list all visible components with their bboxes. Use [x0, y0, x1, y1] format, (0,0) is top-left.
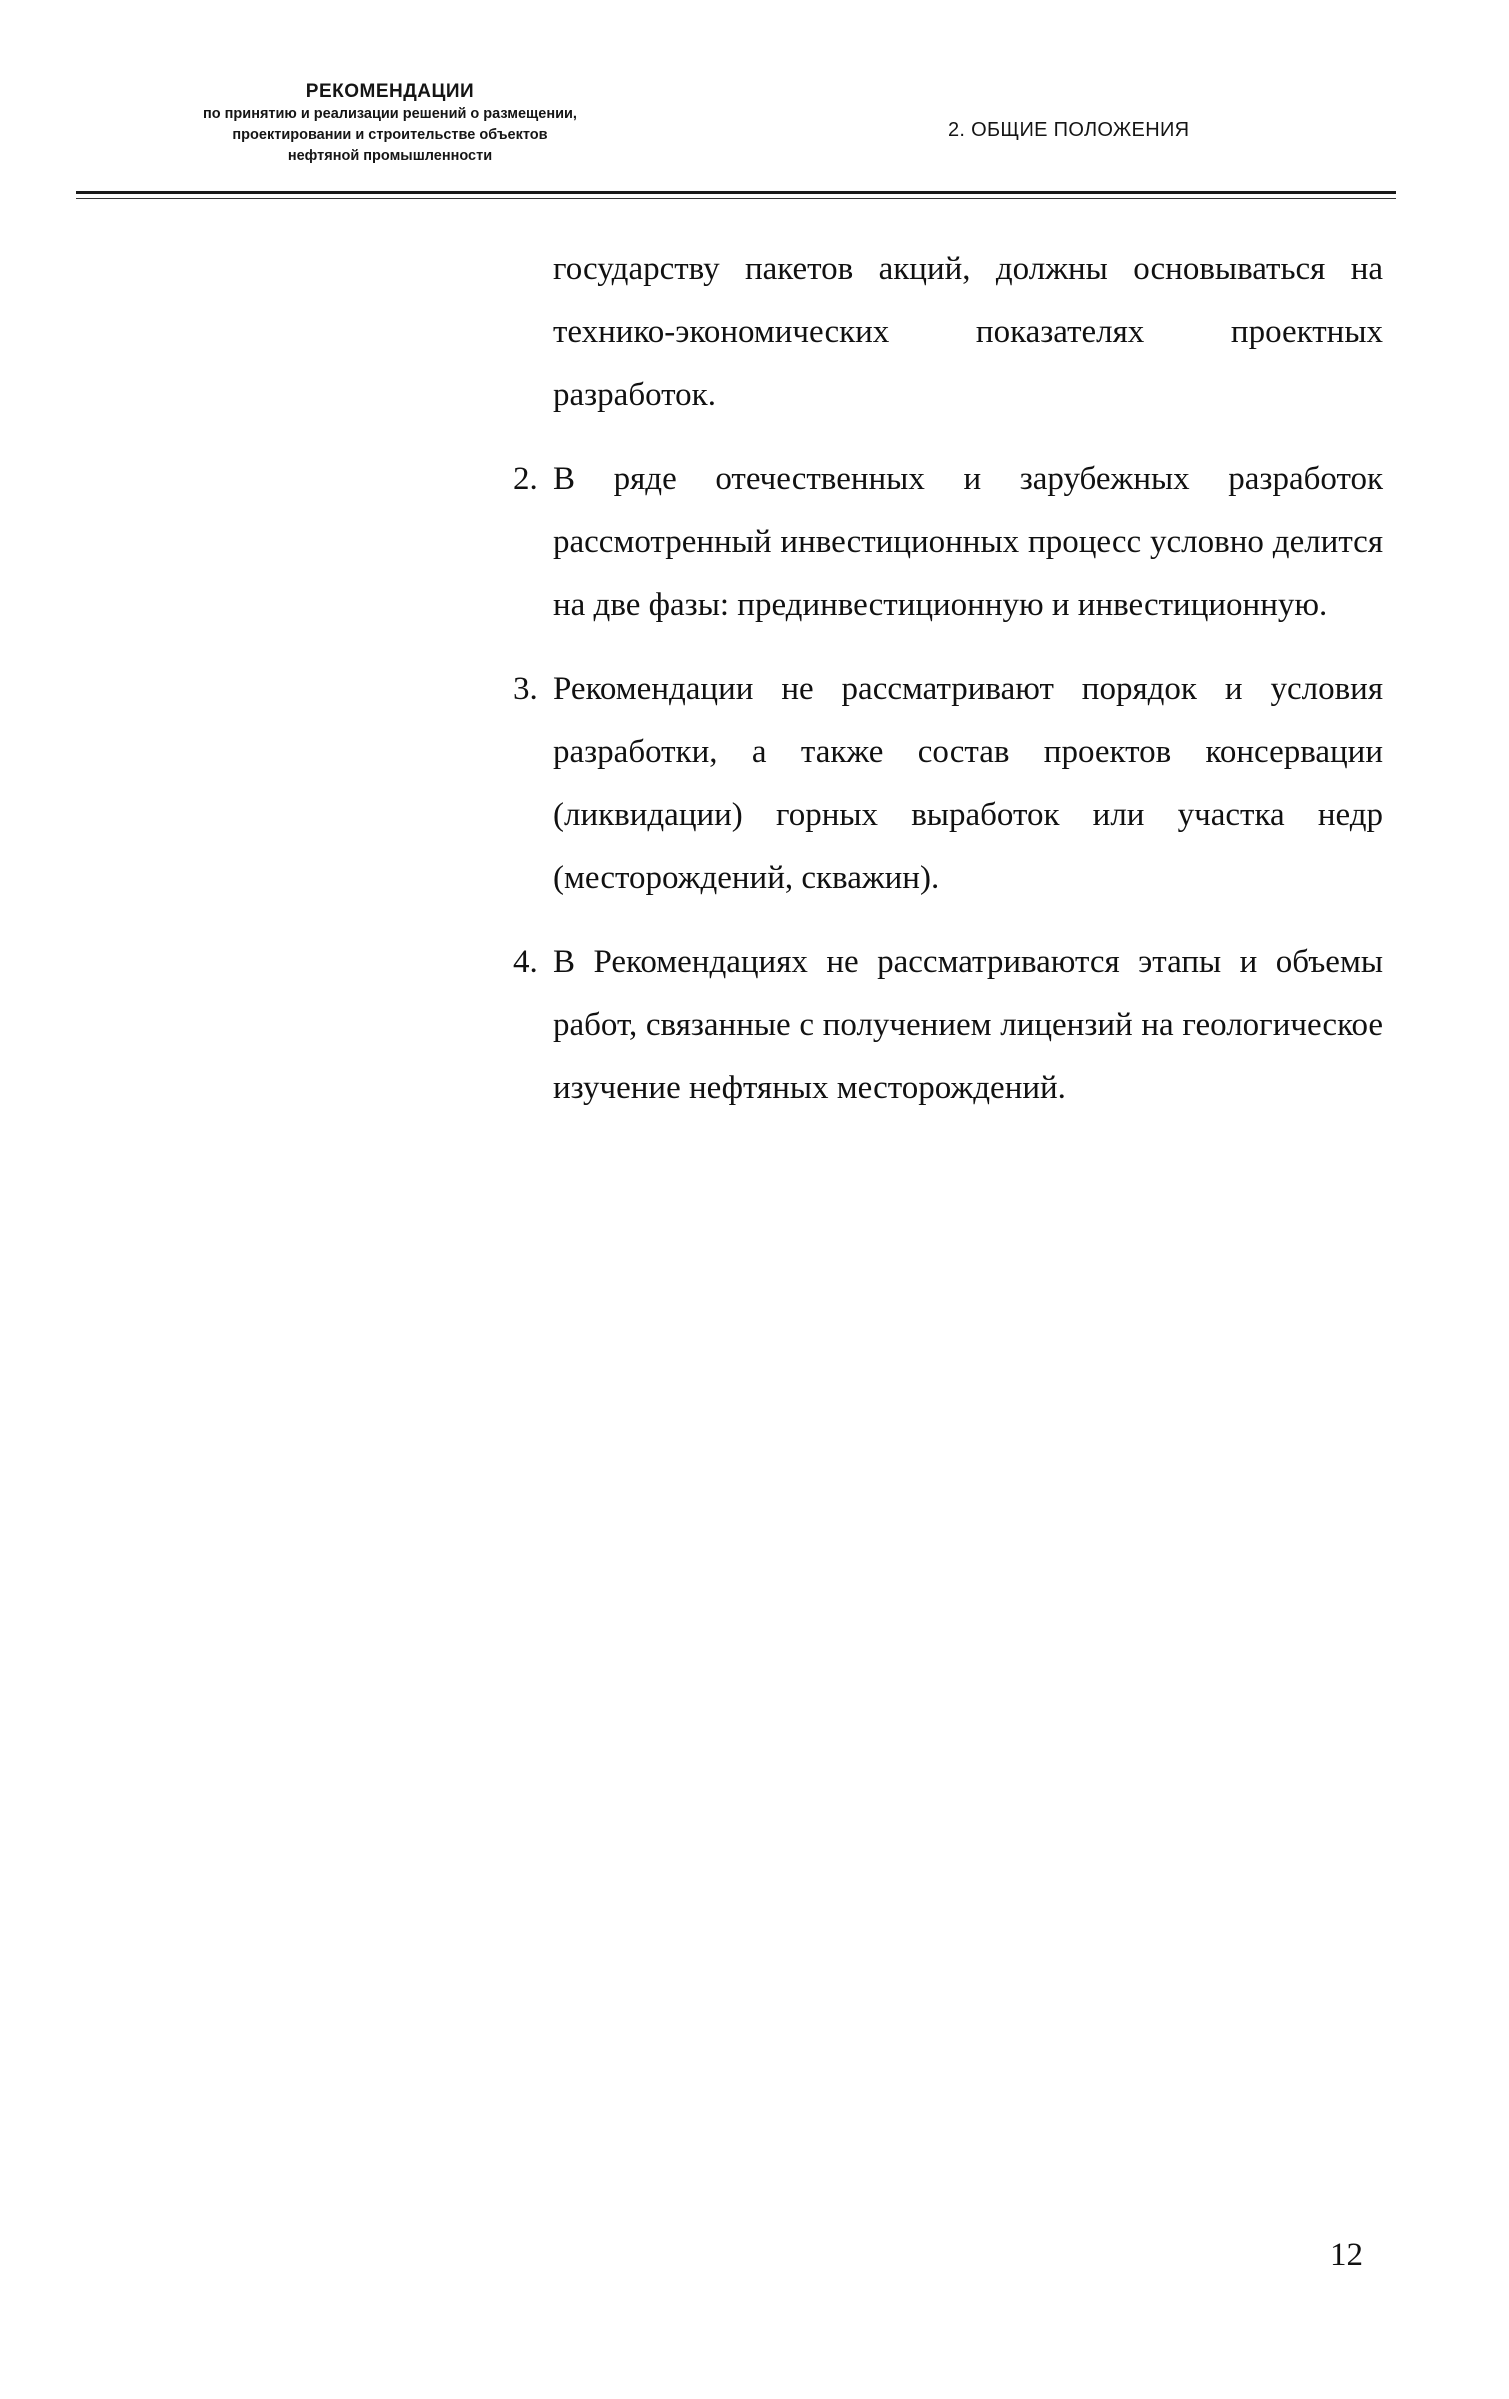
body-text: [513, 238, 1383, 1120]
header-divider-thin: [76, 198, 1396, 199]
list-item: [513, 448, 1383, 637]
list-item-text: В ряде отечественных и зарубежных разработок рассмотренный инвестиционных процесс условно делится на две фазы: прединвестиционную и инвестиционную.: [553, 461, 1383, 623]
list-item-number: 3.: [513, 671, 538, 707]
header-subtitle-line: нефтяной промышленности: [287, 148, 493, 164]
page-number: 12: [1330, 2237, 1363, 2273]
continuation-paragraph: государству пакетов акций, должны основываться на технико-экономических показателях проектных разработок.: [553, 251, 1383, 413]
list-item-text: В Рекомендациях не рассматриваются этапы и объемы работ, связанные с получением лицензий на геологическое изучение нефтяных месторождений.: [553, 944, 1383, 1106]
list-item-number: 2.: [513, 461, 538, 497]
list-item-number: 4.: [513, 944, 538, 980]
list-item-text: Рекомендации не рассматривают порядок и условия разработки, а также состав проектов консервации (ликвидации) горных выработок или участка недр (месторождений, скважин).: [553, 671, 1383, 896]
header-title: РЕКОМЕНДАЦИИ: [305, 81, 475, 102]
header-section-title: 2. ОБЩИЕ ПОЛОЖЕНИЯ: [948, 119, 1190, 141]
header-subtitle-line: по принятию и реализации решений о размещении,: [203, 106, 577, 122]
list-item: [513, 931, 1383, 1120]
header-document-title: [100, 80, 680, 167]
header-divider: [76, 191, 1396, 194]
header-subtitle-line: проектировании и строительстве объектов: [232, 127, 548, 143]
list-item: [513, 658, 1383, 910]
